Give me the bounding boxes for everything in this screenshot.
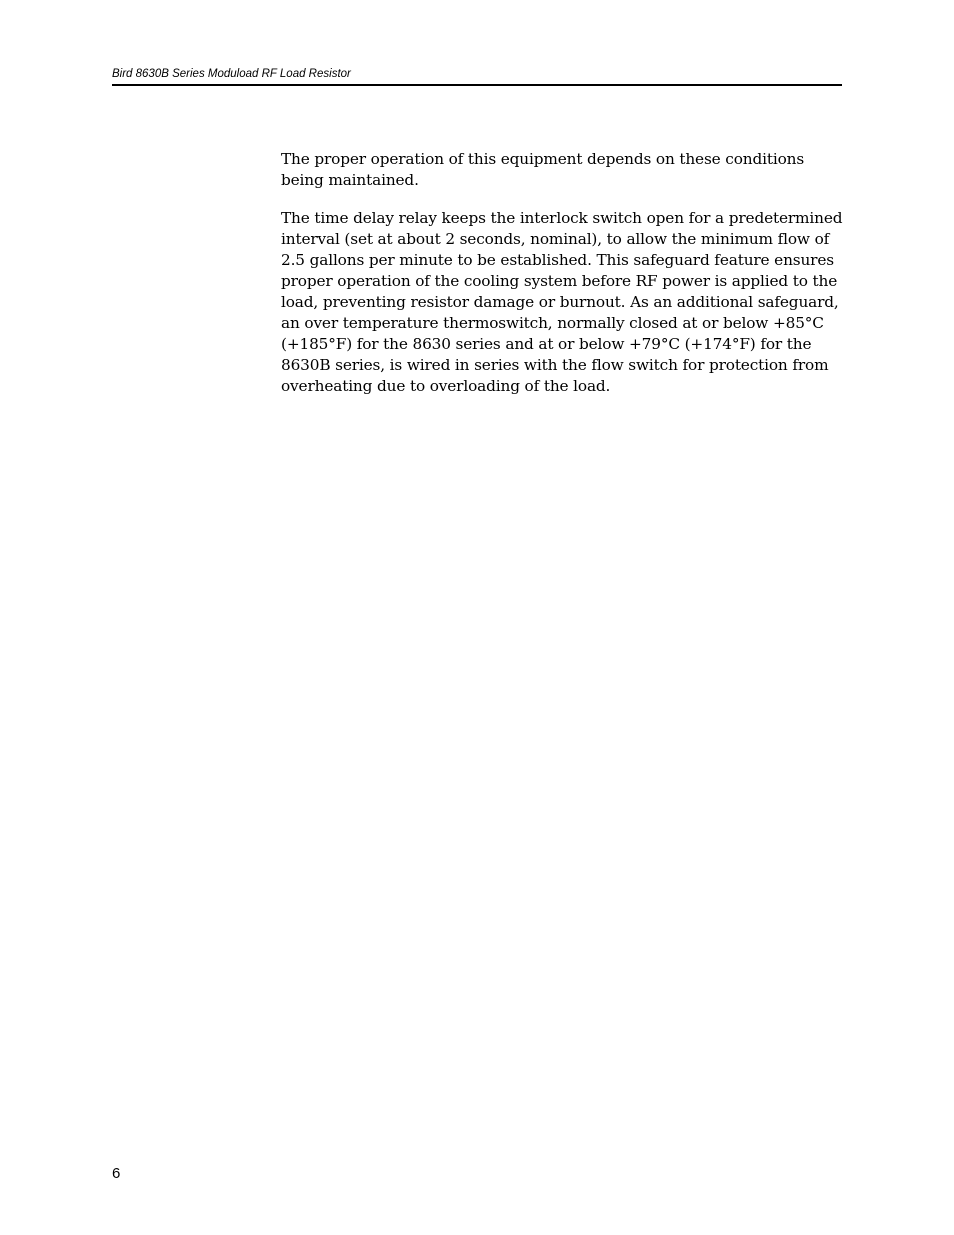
paragraph-operation-conditions: The proper operation of this equipment depends on these conditions being maintained.: [281, 150, 805, 189]
running-header-title: Bird 8630B Series Moduload RF Load Resistor: [112, 68, 351, 80]
running-header: [112, 66, 842, 86]
paragraph-time-delay-relay: The time delay relay keeps the interlock switch open for a predetermined interval (set at about 2 seconds, nominal), to allow the minimum flow of 2.5 gallons per minute to be established. This safeguard feature ensures proper operation of the cooling system before RF power is applied to the load, preventing resistor damage or burnout. As an additional safeguard, an over temperature thermoswitch, normally closed at or below +85°C (+185°F) for the 8630 series and at or below +79°C (+174°F) for the 8630B series, is wired in series with the flow switch for protection from overheating due to overloading of the load.: [281, 209, 843, 395]
body-text: [281, 149, 843, 414]
page-number: 6: [112, 1165, 121, 1182]
